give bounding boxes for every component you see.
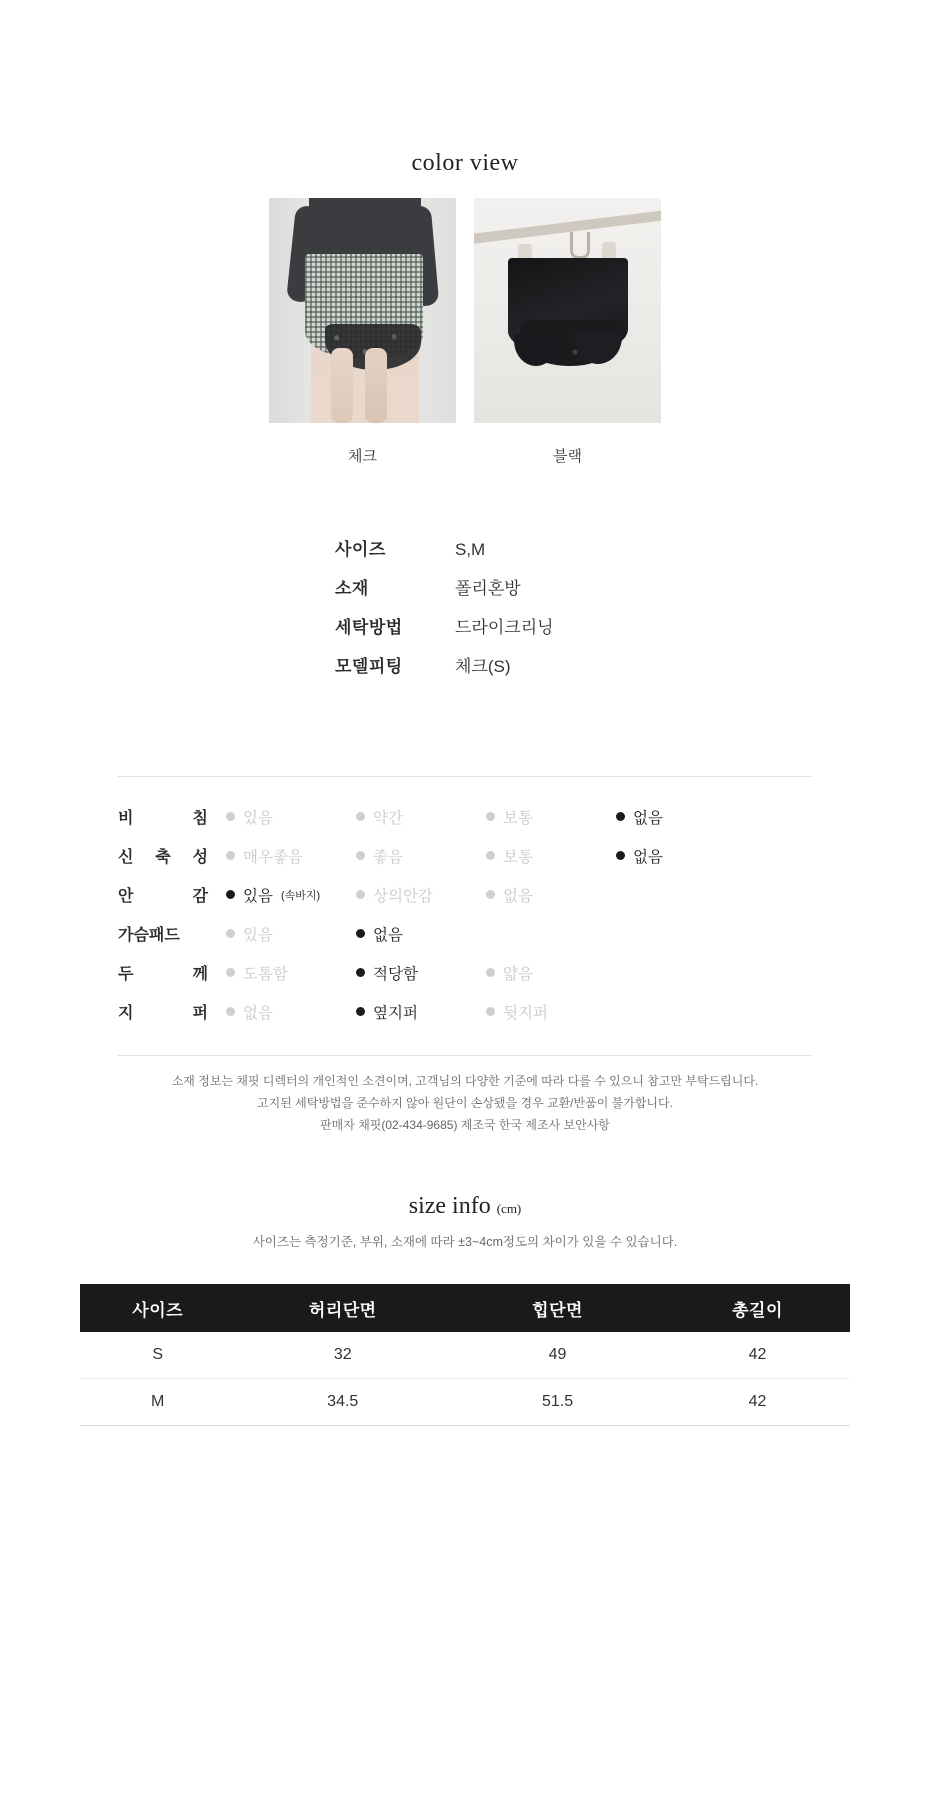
- radio-dot-icon: [356, 812, 365, 821]
- size-table: [80, 1284, 850, 1426]
- spec-key: 세탁방법: [335, 618, 403, 637]
- matrix-option[interactable]: 있음: [226, 806, 356, 828]
- spec-value: 폴리혼방: [455, 579, 521, 598]
- note-line-1: 소재 정보는 채핏 디렉터의 개인적인 소견이며, 고객님의 다양한 기준에 따라 다를 수 있으니 참고만 부탁드립니다.: [171, 1074, 759, 1088]
- radio-dot-icon: [356, 890, 365, 899]
- matrix-label: 지 퍼: [118, 1005, 208, 1022]
- radio-dot-icon: [226, 890, 235, 899]
- matrix-option[interactable]: 얇음: [486, 962, 616, 984]
- matrix-row-elasticity: [118, 836, 812, 875]
- spec-key: 소재: [335, 579, 369, 598]
- length-cell: 42: [665, 1332, 850, 1379]
- size-table-header-cell: 힙단면: [450, 1284, 665, 1332]
- black-skirt-hanger-photo: [474, 198, 661, 423]
- matrix-option[interactable]: 뒷지퍼: [486, 1001, 616, 1023]
- model-check-skirt-photo: [269, 198, 456, 423]
- matrix-option-selected[interactable]: 옆지퍼: [356, 1001, 486, 1023]
- matrix-label: 안 감: [118, 888, 208, 905]
- matrix-row-sheerness: [118, 797, 812, 836]
- size-table-header-cell: 허리단면: [235, 1284, 450, 1332]
- table-row: [80, 1332, 850, 1379]
- matrix-label: 신 축 성: [118, 849, 208, 866]
- waist-cell: 34.5: [235, 1379, 450, 1426]
- fabric-attribute-matrix: [118, 776, 812, 1031]
- color-swatch-label: 체크: [348, 448, 377, 465]
- matrix-option[interactable]: 있음: [226, 923, 356, 945]
- matrix-option[interactable]: 상의안감: [356, 884, 486, 906]
- radio-dot-icon: [616, 851, 625, 860]
- note-line-2: 고지된 세탁방법을 준수하지 않아 원단이 손상됐을 경우 교환/반품이 불가합니다.: [257, 1096, 673, 1111]
- matrix-option[interactable]: 도톰함: [226, 962, 356, 984]
- matrix-label: 두 께: [118, 966, 208, 983]
- matrix-option-selected[interactable]: 있음 (속바지): [226, 884, 356, 906]
- spec-list: [335, 535, 554, 691]
- spec-row: [335, 574, 554, 613]
- size-info-unit: (cm): [496, 1201, 522, 1216]
- matrix-row-zipper: [118, 992, 812, 1031]
- spec-value: 드라이크리닝: [455, 618, 554, 637]
- color-view-gallery: [0, 198, 930, 466]
- radio-dot-icon: [226, 929, 235, 938]
- color-swatch-check[interactable]: [269, 198, 456, 466]
- matrix-row-thickness: [118, 953, 812, 992]
- radio-dot-icon: [226, 1007, 235, 1016]
- color-view-title: color view: [411, 150, 519, 176]
- matrix-option[interactable]: 보통: [486, 806, 616, 828]
- hip-cell: 49: [450, 1332, 665, 1379]
- size-table-header-cell: 사이즈: [80, 1284, 235, 1332]
- radio-dot-icon: [616, 812, 625, 821]
- color-swatch-label: 블랙: [553, 448, 582, 465]
- note-line-3: 판매자 채핏(02-434-9685) 제조국 한국 제조사 보안사항: [320, 1118, 610, 1133]
- waist-cell: 32: [235, 1332, 450, 1379]
- spec-row: [335, 613, 554, 652]
- matrix-option[interactable]: 약간: [356, 806, 486, 828]
- spec-value: 체크(S): [455, 657, 511, 676]
- radio-dot-icon: [226, 812, 235, 821]
- matrix-option[interactable]: 없음: [486, 884, 616, 906]
- spec-value: S,M: [455, 540, 486, 559]
- radio-dot-icon: [226, 968, 235, 977]
- radio-dot-icon: [356, 851, 365, 860]
- spec-key: 사이즈: [335, 540, 386, 559]
- matrix-option-selected[interactable]: 없음: [356, 923, 486, 945]
- hip-cell: 51.5: [450, 1379, 665, 1426]
- matrix-option-sub: (속바지): [280, 889, 321, 902]
- spec-row: [335, 535, 554, 574]
- matrix-option[interactable]: 좋음: [356, 845, 486, 867]
- matrix-option[interactable]: 보통: [486, 845, 616, 867]
- size-cell: S: [80, 1332, 235, 1379]
- radio-dot-icon: [356, 929, 365, 938]
- radio-dot-icon: [486, 851, 495, 860]
- spec-key: 모델피팅: [335, 657, 403, 676]
- spec-row: [335, 652, 554, 691]
- size-table-header-cell: 총길이: [665, 1284, 850, 1332]
- radio-dot-icon: [486, 812, 495, 821]
- matrix-option[interactable]: 없음: [226, 1001, 356, 1023]
- matrix-row-chest-pad: [118, 914, 812, 953]
- disclaimer-notes: [118, 1055, 812, 1137]
- radio-dot-icon: [226, 851, 235, 860]
- matrix-option[interactable]: 매우좋음: [226, 845, 356, 867]
- radio-dot-icon: [486, 890, 495, 899]
- matrix-row-lining: [118, 875, 812, 914]
- matrix-option-selected[interactable]: 없음: [616, 806, 746, 828]
- table-row: [80, 1379, 850, 1426]
- size-cell: M: [80, 1379, 235, 1426]
- size-info-subtitle: 사이즈는 측정기준, 부위, 소재에 따라 ±3~4cm정도의 차이가 있을 수 있습니다.: [252, 1235, 678, 1249]
- length-cell: 42: [665, 1379, 850, 1426]
- radio-dot-icon: [486, 1007, 495, 1016]
- matrix-option-selected[interactable]: 없음: [616, 845, 746, 867]
- size-info-title-text: size info: [408, 1193, 491, 1219]
- radio-dot-icon: [356, 968, 365, 977]
- radio-dot-icon: [356, 1007, 365, 1016]
- size-info-title: [0, 1193, 930, 1220]
- size-table-header-row: [80, 1284, 850, 1332]
- radio-dot-icon: [486, 968, 495, 977]
- matrix-label: 비 침: [118, 810, 208, 827]
- color-swatch-black[interactable]: [474, 198, 661, 466]
- matrix-label: 가슴패드: [118, 927, 180, 944]
- matrix-option-selected[interactable]: 적당함: [356, 962, 486, 984]
